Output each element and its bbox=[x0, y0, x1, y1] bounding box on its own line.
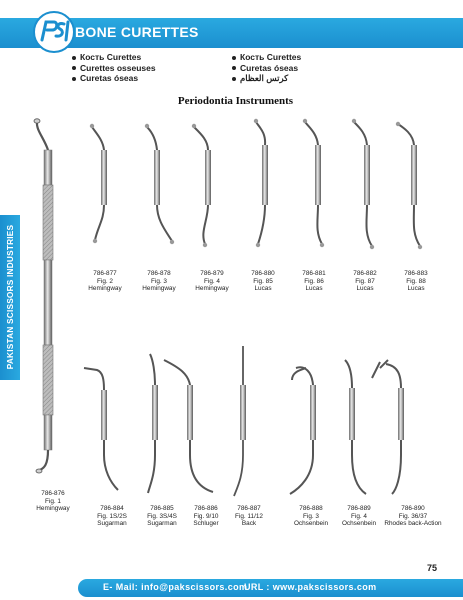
instrument-786-880 bbox=[254, 119, 268, 247]
page-number: 75 bbox=[426, 563, 437, 573]
instrument-786-879 bbox=[192, 124, 211, 247]
caption-786-884: 786-884 Fig. 1S/2S Sugarman bbox=[97, 505, 127, 528]
caption-786-879: 786-879 Fig. 4 Hemingway bbox=[195, 270, 229, 293]
caption-786-888: 786-888 Fig. 3 Ochsenbein bbox=[293, 505, 329, 528]
caption-786-876: 786-876 Fig. 1 Hemingway bbox=[36, 490, 70, 513]
language-item: Curettes osseuses bbox=[72, 63, 156, 74]
instrument-786-878 bbox=[145, 124, 174, 244]
caption-786-881: 786-881 Fig. 86 Lucas bbox=[302, 270, 326, 293]
instrument-786-881 bbox=[303, 119, 324, 247]
language-item: Кость Curettes bbox=[72, 52, 156, 63]
footer-email-link[interactable]: E- Mail: info@pakscissors.com bbox=[103, 582, 248, 592]
side-company-name: PAKISTAN SCISSORS INDUSTRIES bbox=[5, 224, 15, 370]
instrument-786-890 bbox=[372, 360, 404, 494]
instrument-786-877 bbox=[90, 124, 107, 243]
caption-786-877: 786-877 Fig. 2 Hemingway bbox=[88, 270, 122, 293]
language-item: Curetas óseas bbox=[232, 63, 301, 74]
instrument-786-888 bbox=[290, 367, 316, 494]
section-title: Periodontia Instruments bbox=[177, 95, 294, 107]
caption-786-890: 786-890 Fig. 36/37 Rhodes back-Action bbox=[384, 505, 442, 528]
instrument-786-876 bbox=[34, 119, 53, 473]
instrument-786-884 bbox=[84, 368, 118, 490]
language-item: Кость Curettes bbox=[232, 52, 301, 63]
instrument-786-883 bbox=[396, 122, 422, 249]
lower-row-instruments bbox=[84, 346, 404, 496]
caption-786-889: 786-889 Fig. 4 Ochsenbein bbox=[341, 505, 377, 528]
language-item: كرتس العظام bbox=[232, 73, 301, 84]
instrument-786-887 bbox=[234, 346, 246, 496]
upper-row-instruments bbox=[90, 119, 422, 249]
caption-786-882: 786-882 Fig. 87 Lucas bbox=[353, 270, 377, 293]
caption-786-878: 786-878 Fig. 3 Hemingway bbox=[142, 270, 176, 293]
instrument-786-885 bbox=[148, 354, 158, 493]
instrument-786-889 bbox=[345, 360, 366, 494]
instrument-786-886 bbox=[164, 360, 213, 492]
page-title: BONE CURETTES bbox=[75, 24, 199, 40]
footer-url-link[interactable]: URL : www.pakscissors.com bbox=[244, 582, 377, 592]
caption-786-880: 786-880 Fig. 85 Lucas bbox=[251, 270, 275, 293]
caption-786-887: 786-887 Fig. 11/12 Back bbox=[235, 505, 263, 528]
caption-786-883: 786-883 Fig. 88 Lucas bbox=[404, 270, 428, 293]
caption-786-885: 786-885 Fig. 3S/4S Sugarman bbox=[147, 505, 177, 528]
instrument-786-882 bbox=[352, 119, 374, 249]
language-item: Curetas óseas bbox=[72, 73, 156, 84]
caption-786-886: 786-886 Fig. 9/10 Schluger bbox=[193, 505, 219, 528]
